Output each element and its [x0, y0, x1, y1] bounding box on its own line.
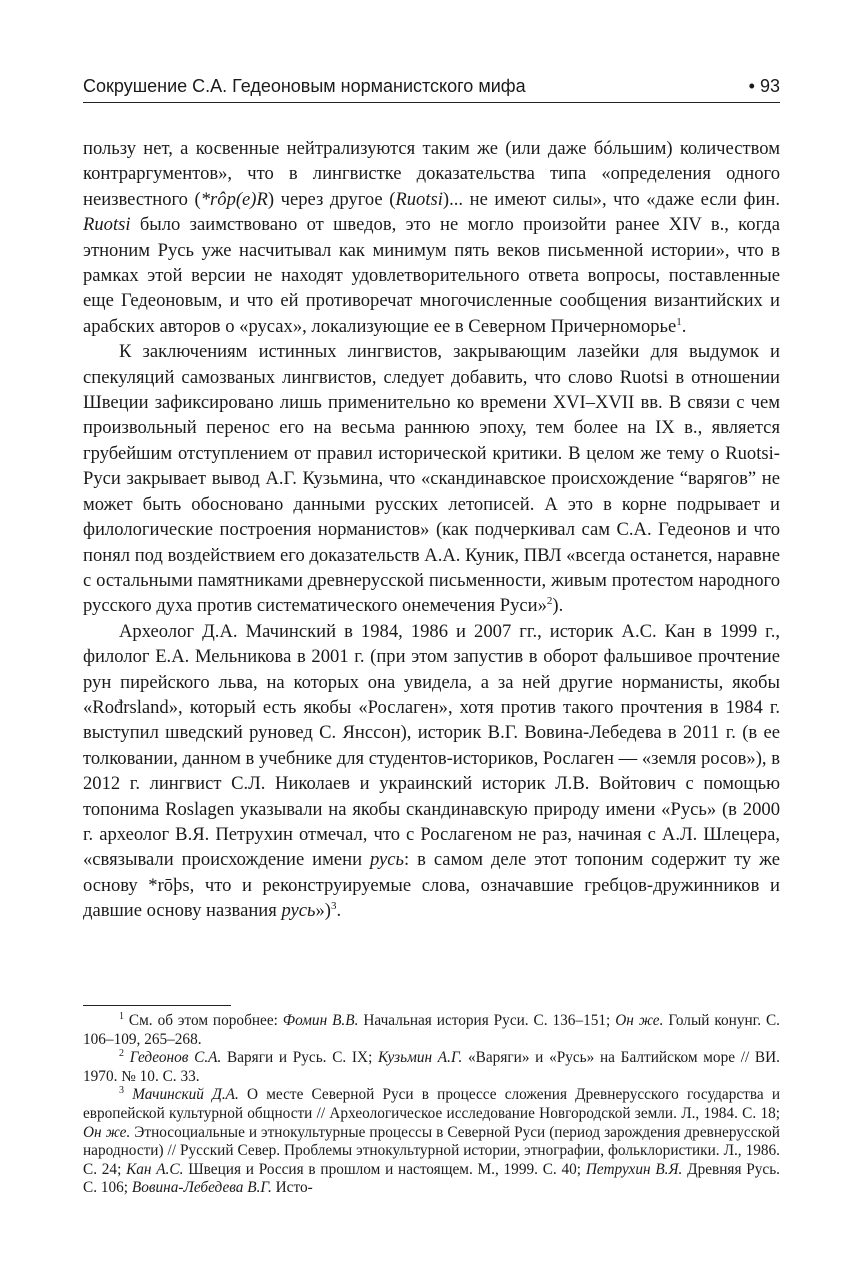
italic-term: *rôp(e)R: [200, 188, 268, 210]
footnote-ref-2: 2: [546, 595, 553, 608]
footnote-3: [83, 1086, 780, 1198]
paragraph-3: [83, 619, 780, 924]
footnote-1: [83, 1012, 780, 1049]
text-span: О месте Северной Руси в процессе сложения Древнерусского государства и европейской культурной общности // Археологическое исследование Новгородской земли. Л., 1984. С. 18;: [83, 1086, 781, 1122]
text-span: .: [681, 315, 687, 337]
text-span: См. об этом поробнее:: [124, 1012, 283, 1029]
author-name: Гедеонов С.А.: [129, 1049, 222, 1067]
author-name: Петрухин В.Я.: [585, 1160, 683, 1178]
italic-term: Ruotsi: [395, 188, 443, 210]
text-span: Голый конунг. С. 106–109, 265–268.: [83, 1012, 780, 1048]
text-span: «Варяги» и «Русь» на Балтийском море // ВИ. 1970. № 10. С. 33.: [83, 1049, 781, 1085]
text-span: ) через другое (: [267, 188, 396, 210]
text-span: Варяги и Русь. С. IX;: [221, 1049, 379, 1067]
page-number: • 93: [748, 76, 780, 96]
running-header: [83, 74, 780, 103]
footnote-2: [83, 1049, 780, 1086]
italic-term: русь: [281, 900, 316, 922]
footnotes: [83, 1012, 780, 1198]
text-span: [124, 1086, 132, 1103]
footnote-number: 1: [119, 1010, 124, 1022]
author-name: Кузьмин А.Г.: [378, 1049, 463, 1067]
text-span: )... не имеют силы», что «даже если фин.: [442, 188, 781, 210]
author-name: Он же.: [615, 1012, 664, 1029]
footnote-number: 2: [119, 1048, 124, 1060]
paragraph-1: [83, 136, 780, 339]
running-title: Сокрушение С.А. Гедеоновым норманистского мифа: [83, 76, 526, 96]
italic-term: русь: [369, 849, 405, 871]
italic-term: Ruotsi: [83, 214, 131, 236]
text-span: .: [336, 900, 342, 922]
footnote-number: 3: [119, 1085, 124, 1097]
text-span: Древняя Русь. С. 106;: [83, 1160, 780, 1197]
text-span: : в самом деле этот топоним содержит ту же основу *rōþs, что и реконструируемые слова, означавшие гребцов-дружинников и давшие основу названия: [83, 849, 781, 922]
main-text: [83, 136, 780, 924]
text-span: Исто-: [271, 1179, 313, 1197]
text-span: Этносоциальные и этнокультурные процессы в Северной Руси (период зарождения древнерусской народности) // Русский Север. Проблемы этнокультурной истории, этнографии, фольклористики. Л., 1986. С. 24;: [83, 1123, 780, 1178]
text-span: ).: [552, 595, 564, 617]
author-name: Он же.: [83, 1123, 131, 1141]
text-span: Швеция и Россия в прошлом и настоящем. М., 1999. С. 40;: [183, 1160, 586, 1178]
author-name: Вовина-Лебедева В.Г.: [131, 1179, 272, 1197]
footnote-separator: [83, 1005, 231, 1006]
text-span: К заключениям истинных лингвистов, закрывающим лазейки для выдумок и спекуляций самозваных лингвистов, следует добавить, что слово Ruotsi в отношении Швеции зафиксировано лишь применительно ко времени XVI–XVII вв. В связи с чем произвольный перенос его на весьма раннюю эпоху, тем более на IX в., является грубейшим отступлением от правил исторической критики. В целом же тему о Ruotsi-Руси закрывает вывод А.Г. Кузьмина, что «скандинавское происхождение “варягов” не может быть обосновано данными русских летописей. А это в корне подрывает и филологические построения норманистов» (как подчеркивал сам С.А. Гедеонов и что понял под воздействием его доказательств А.А. Куник, ПВЛ «всегда останется, наравне с остальными памятниками древнерусской письменности, живым протестом народного русского духа против систематического онемечения Руси»: [83, 341, 780, 617]
author-name: Фомин В.В.: [282, 1012, 359, 1029]
author-name: Мачинский Д.А.: [132, 1086, 239, 1104]
text-span: Начальная история Руси. С. 136–151;: [358, 1012, 616, 1029]
footnote-ref-3: 3: [330, 900, 337, 912]
text-span: было заимствовано от шведов, это не могло произойти ранее XIV в., когда этноним Русь уже насчитывал как минимум пять веков письменной истории», что в рамках этой версии не находят удовлетворительного ответа вопросы, поставленные еще Гедеоновым, и что ей противоречат многочисленные сообщения византийских и арабских авторов о «русах», локализующие ее в Северном Причерноморье: [83, 214, 780, 337]
footnote-ref-1: 1: [676, 315, 682, 328]
author-name: Кан А.С.: [126, 1160, 184, 1178]
text-span: пользу нет, а косвенные нейтрализуются таким же (или даже бóльшим) количеством контраргументов», что в лингвистке доказательства типа «определения одного неизвестного (: [83, 138, 780, 210]
paragraph-2: [83, 339, 780, 618]
text-span: Археолог Д.А. Мачинский в 1984, 1986 и 2007 гг., историк А.С. Кан в 1999 г., филолог Е.А. Мельникова в 2001 г. (при этом запустив в оборот фальшивое прочтение рун пирейского льва, на которых она увидела, а за ней другие норманисты, якобы «Rođrsland», который есть якобы «Рослаген», хотя против такого прочтения в 1984 г. выступил шведский руновед С. Янссон), историк В.Г. Вовина-Лебедева в 2011 г. (в ее толковании, данном в учебнике для студентов-историков, Рослаген — «земля росов»), в 2012 г. лингвист С.Л. Николаев и украинский историк Л.В. Войтович с помощью топонима Roslagen указывали на якобы скандинавскую природу имени «Русь» (в 2000 г. археолог В.Я. Петрухин отмечал, что с Рослагеном не раз, начиная с А.Л. Шлецера, «связывали происхождение имени: [83, 620, 780, 871]
text-span: »): [315, 900, 331, 922]
